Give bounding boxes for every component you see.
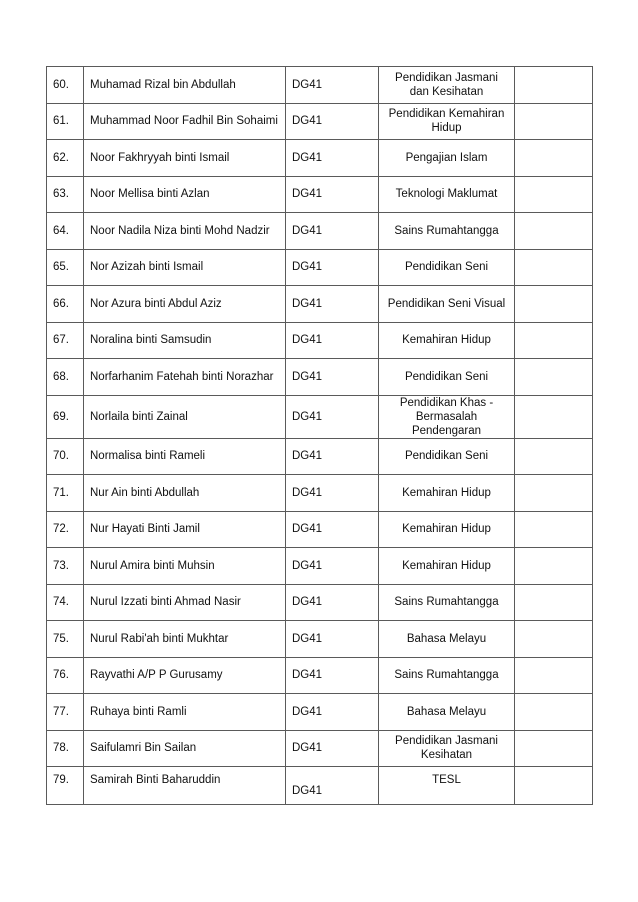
row-number-cell: 79. <box>47 767 84 805</box>
table-row <box>47 176 593 213</box>
name-cell: Nor Azura binti Abdul Aziz <box>84 286 286 323</box>
remark-cell <box>515 657 593 694</box>
code-cell: DG41 <box>286 767 379 805</box>
name-cell: Nurul Izzati binti Ahmad Nasir <box>84 584 286 621</box>
subject-cell: Pendidikan Kemahiran Hidup <box>379 103 515 140</box>
subject-cell: Bahasa Melayu <box>379 694 515 731</box>
table-row <box>47 657 593 694</box>
table-row <box>47 730 593 767</box>
row-number-cell: 72. <box>47 511 84 548</box>
remark-cell <box>515 730 593 767</box>
subject-cell: Pengajian Islam <box>379 140 515 177</box>
subject-cell: Sains Rumahtangga <box>379 657 515 694</box>
name-cell: Noralina binti Samsudin <box>84 322 286 359</box>
subject-cell: Bahasa Melayu <box>379 621 515 658</box>
name-cell: Normalisa binti Rameli <box>84 438 286 475</box>
code-cell: DG41 <box>286 67 379 104</box>
code-cell: DG41 <box>286 694 379 731</box>
table-row <box>47 438 593 475</box>
row-number-cell: 66. <box>47 286 84 323</box>
table-row <box>47 67 593 104</box>
name-cell: Rayvathi A/P P Gurusamy <box>84 657 286 694</box>
table-row <box>47 249 593 286</box>
subject-cell: TESL <box>379 767 515 805</box>
remark-cell <box>515 511 593 548</box>
subject-cell: Pendidikan Seni <box>379 249 515 286</box>
name-cell: Nur Ain binti Abdullah <box>84 475 286 512</box>
code-cell: DG41 <box>286 140 379 177</box>
participant-table-body <box>47 67 593 805</box>
subject-cell: Sains Rumahtangga <box>379 213 515 250</box>
code-cell: DG41 <box>286 584 379 621</box>
row-number-cell: 64. <box>47 213 84 250</box>
name-cell: Noor Fakhryyah binti Ismail <box>84 140 286 177</box>
remark-cell <box>515 395 593 438</box>
subject-cell: Pendidikan Seni <box>379 359 515 396</box>
remark-cell <box>515 359 593 396</box>
code-cell: DG41 <box>286 657 379 694</box>
subject-cell: Pendidikan Jasmani dan Kesihatan <box>379 67 515 104</box>
code-cell: DG41 <box>286 475 379 512</box>
subject-cell: Pendidikan Khas - Bermasalah Pendengaran <box>379 395 515 438</box>
remark-cell <box>515 249 593 286</box>
code-cell: DG41 <box>286 322 379 359</box>
table-row <box>47 140 593 177</box>
subject-cell: Pendidikan Seni <box>379 438 515 475</box>
row-number-cell: 75. <box>47 621 84 658</box>
code-cell: DG41 <box>286 286 379 323</box>
table-row <box>47 475 593 512</box>
row-number-cell: 65. <box>47 249 84 286</box>
subject-cell: Kemahiran Hidup <box>379 548 515 585</box>
row-number-cell: 68. <box>47 359 84 396</box>
remark-cell <box>515 286 593 323</box>
row-number-cell: 74. <box>47 584 84 621</box>
row-number-cell: 71. <box>47 475 84 512</box>
remark-cell <box>515 322 593 359</box>
remark-cell <box>515 584 593 621</box>
row-number-cell: 61. <box>47 103 84 140</box>
subject-cell: Kemahiran Hidup <box>379 322 515 359</box>
code-cell: DG41 <box>286 395 379 438</box>
remark-cell <box>515 475 593 512</box>
row-number-cell: 70. <box>47 438 84 475</box>
subject-cell: Kemahiran Hidup <box>379 475 515 512</box>
name-cell: Nurul Rabi'ah binti Mukhtar <box>84 621 286 658</box>
code-cell: DG41 <box>286 548 379 585</box>
name-cell: Saifulamri Bin Sailan <box>84 730 286 767</box>
subject-cell: Teknologi Maklumat <box>379 176 515 213</box>
name-cell: Ruhaya binti Ramli <box>84 694 286 731</box>
table-row <box>47 213 593 250</box>
remark-cell <box>515 103 593 140</box>
remark-cell <box>515 67 593 104</box>
table-row <box>47 322 593 359</box>
row-number-cell: 62. <box>47 140 84 177</box>
code-cell: DG41 <box>286 213 379 250</box>
table-row <box>47 286 593 323</box>
code-cell: DG41 <box>286 621 379 658</box>
remark-cell <box>515 213 593 250</box>
name-cell: Muhammad Noor Fadhil Bin Sohaimi <box>84 103 286 140</box>
code-cell: DG41 <box>286 438 379 475</box>
table-row <box>47 694 593 731</box>
subject-cell: Pendidikan Seni Visual <box>379 286 515 323</box>
code-cell: DG41 <box>286 730 379 767</box>
remark-cell <box>515 621 593 658</box>
name-cell: Nor Azizah binti Ismail <box>84 249 286 286</box>
remark-cell <box>515 176 593 213</box>
table-row <box>47 548 593 585</box>
name-cell: Norlaila binti Zainal <box>84 395 286 438</box>
name-cell: Samirah Binti Baharuddin <box>84 767 286 805</box>
table-row <box>47 621 593 658</box>
table-row <box>47 584 593 621</box>
participant-table <box>46 66 593 805</box>
code-cell: DG41 <box>286 176 379 213</box>
name-cell: Noor Mellisa binti Azlan <box>84 176 286 213</box>
code-cell: DG41 <box>286 511 379 548</box>
remark-cell <box>515 694 593 731</box>
name-cell: Nur Hayati Binti Jamil <box>84 511 286 548</box>
row-number-cell: 76. <box>47 657 84 694</box>
code-cell: DG41 <box>286 103 379 140</box>
remark-cell <box>515 767 593 805</box>
code-cell: DG41 <box>286 249 379 286</box>
name-cell: Nurul Amira binti Muhsin <box>84 548 286 585</box>
name-cell: Muhamad Rizal bin Abdullah <box>84 67 286 104</box>
table-row <box>47 359 593 396</box>
row-number-cell: 78. <box>47 730 84 767</box>
row-number-cell: 63. <box>47 176 84 213</box>
subject-cell: Sains Rumahtangga <box>379 584 515 621</box>
table-row <box>47 767 593 805</box>
row-number-cell: 69. <box>47 395 84 438</box>
table-row <box>47 511 593 548</box>
table-row <box>47 395 593 438</box>
row-number-cell: 60. <box>47 67 84 104</box>
remark-cell <box>515 548 593 585</box>
name-cell: Norfarhanim Fatehah binti Norazhar <box>84 359 286 396</box>
row-number-cell: 67. <box>47 322 84 359</box>
remark-cell <box>515 140 593 177</box>
row-number-cell: 73. <box>47 548 84 585</box>
subject-cell: Kemahiran Hidup <box>379 511 515 548</box>
subject-cell: Pendidikan Jasmani Kesihatan <box>379 730 515 767</box>
row-number-cell: 77. <box>47 694 84 731</box>
table-row <box>47 103 593 140</box>
name-cell: Noor Nadila Niza binti Mohd Nadzir <box>84 213 286 250</box>
remark-cell <box>515 438 593 475</box>
code-cell: DG41 <box>286 359 379 396</box>
